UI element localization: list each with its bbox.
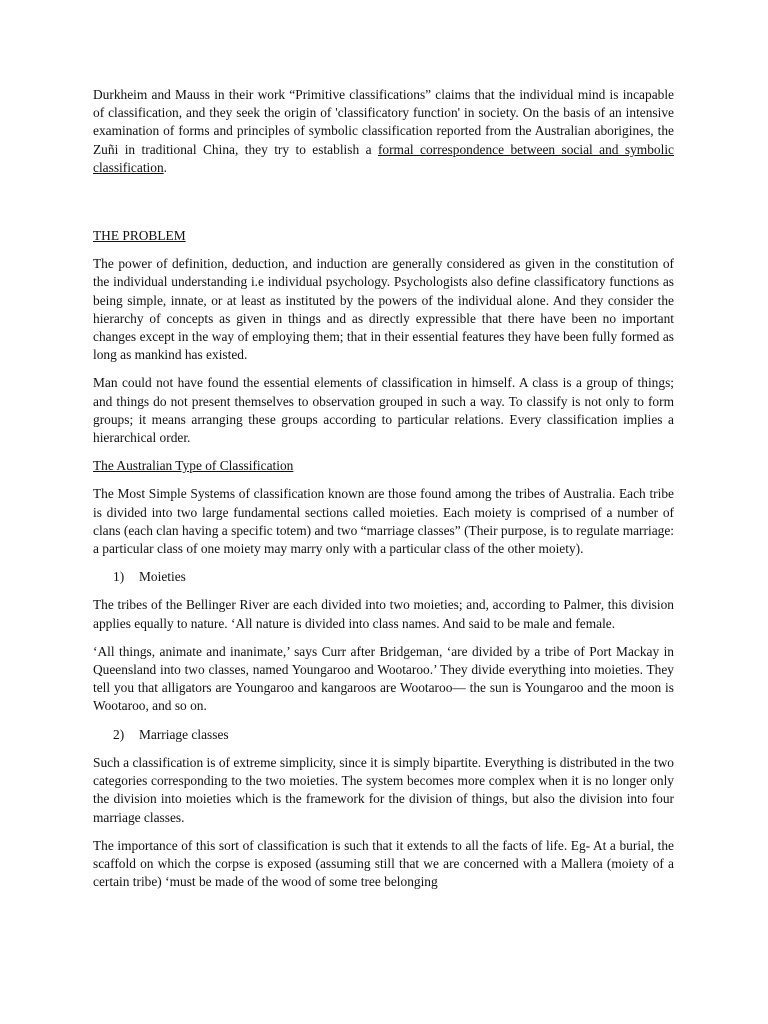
moieties-paragraph-1: The tribes of the Bellinger River are each divided into two moieties; and, according to Palmer, this division applies equally to nature. ‘All nature is divided into class names. And said to be male and female. <box>93 597 674 631</box>
moieties-paragraph-2: ‘All things, animate and inanimate,’ says Curr after Bridgeman, ‘are divided by a tribe of Port Mackay in Queensland into two classes, named Youngaroo and Wootaroo.’ They divide everything into moieties. They tell you that alligators are Youngaroo and kangaroos are Wootaroo— the sun is Youngaroo and the moon is Wootaroo, and so on. <box>93 643 674 714</box>
australian-paragraph: The Most Simple Systems of classification known are those found among the tribes of Australia. Each tribe is divided into two large fundamental sections called moieties. Each moiety is comprised of a number of clans (each clan having a specific totem) and two “marriage classes” (Their purpose, is to regulate marriage: a particular class of one moiety may marry only with a particular class of the other moiety). <box>93 486 674 557</box>
heading-the-problem: THE PROBLEM <box>93 228 186 244</box>
marriage-paragraph-2: The importance of this sort of classification is such that it extends to all the facts of life. Eg- At a burial, the scaffold on which the corpse is exposed (assuming still that we are concerned with a Mallera (moiety of a certain tribe) ‘must be made of the wood of some tree belonging <box>93 837 674 890</box>
list-title: Moieties <box>139 569 186 585</box>
intro-text: Durkheim and Mauss in their work “Primitive classifications” claims that the individual mind is incapable of classification, and they seek the origin of 'classificatory function' in society. On the basis of an intensive examination of forms and principles of symbolic classification reported from the Australian aborigines, the Zuñi in traditional China, they try to establish a <box>93 87 674 157</box>
problem-paragraph-2: Man could not have found the essential elements of classification in himself. A class is a group of things; and things do not present themselves to observation grouped in such a way. To classify is not only to form groups; it means arranging these groups according to particular relations. Every classification implies a hierarchical order. <box>93 375 674 446</box>
list-number: 1) <box>113 569 125 585</box>
list-item-marriage-classes <box>93 726 674 744</box>
problem-paragraph-1: The power of definition, deduction, and induction are generally considered as given in the constitution of the individual understanding i.e individual psychology. Psychologists also define classificatory functions as being simple, innate, or at least as instituted by the powers of the individual alone. And they consider the hierarchy of concepts as given in things and as directly expressible that there have been no important changes except in the way of employing them; that in their essential features they have been fully formed as long as mankind has existed. <box>93 256 674 363</box>
intro-period: . <box>163 159 168 175</box>
list-item-moieties <box>93 568 674 586</box>
heading-australian-classification: The Australian Type of Classification <box>93 458 294 474</box>
marriage-paragraph-1: Such a classification is of extreme simplicity, since it is simply bipartite. Everything is distributed in the two categories corresponding to the two moieties. The system becomes more complex when it is no longer only the division into moieties which is the framework for the division of things, but also the division into four marriage classes. <box>93 754 674 825</box>
intro-underlined-phrase: formal correspondence between social and symbolic classification <box>93 141 674 175</box>
intro-paragraph <box>93 86 674 177</box>
list-number: 2) <box>113 726 125 742</box>
document-page <box>93 86 674 901</box>
list-title: Marriage classes <box>139 726 229 742</box>
